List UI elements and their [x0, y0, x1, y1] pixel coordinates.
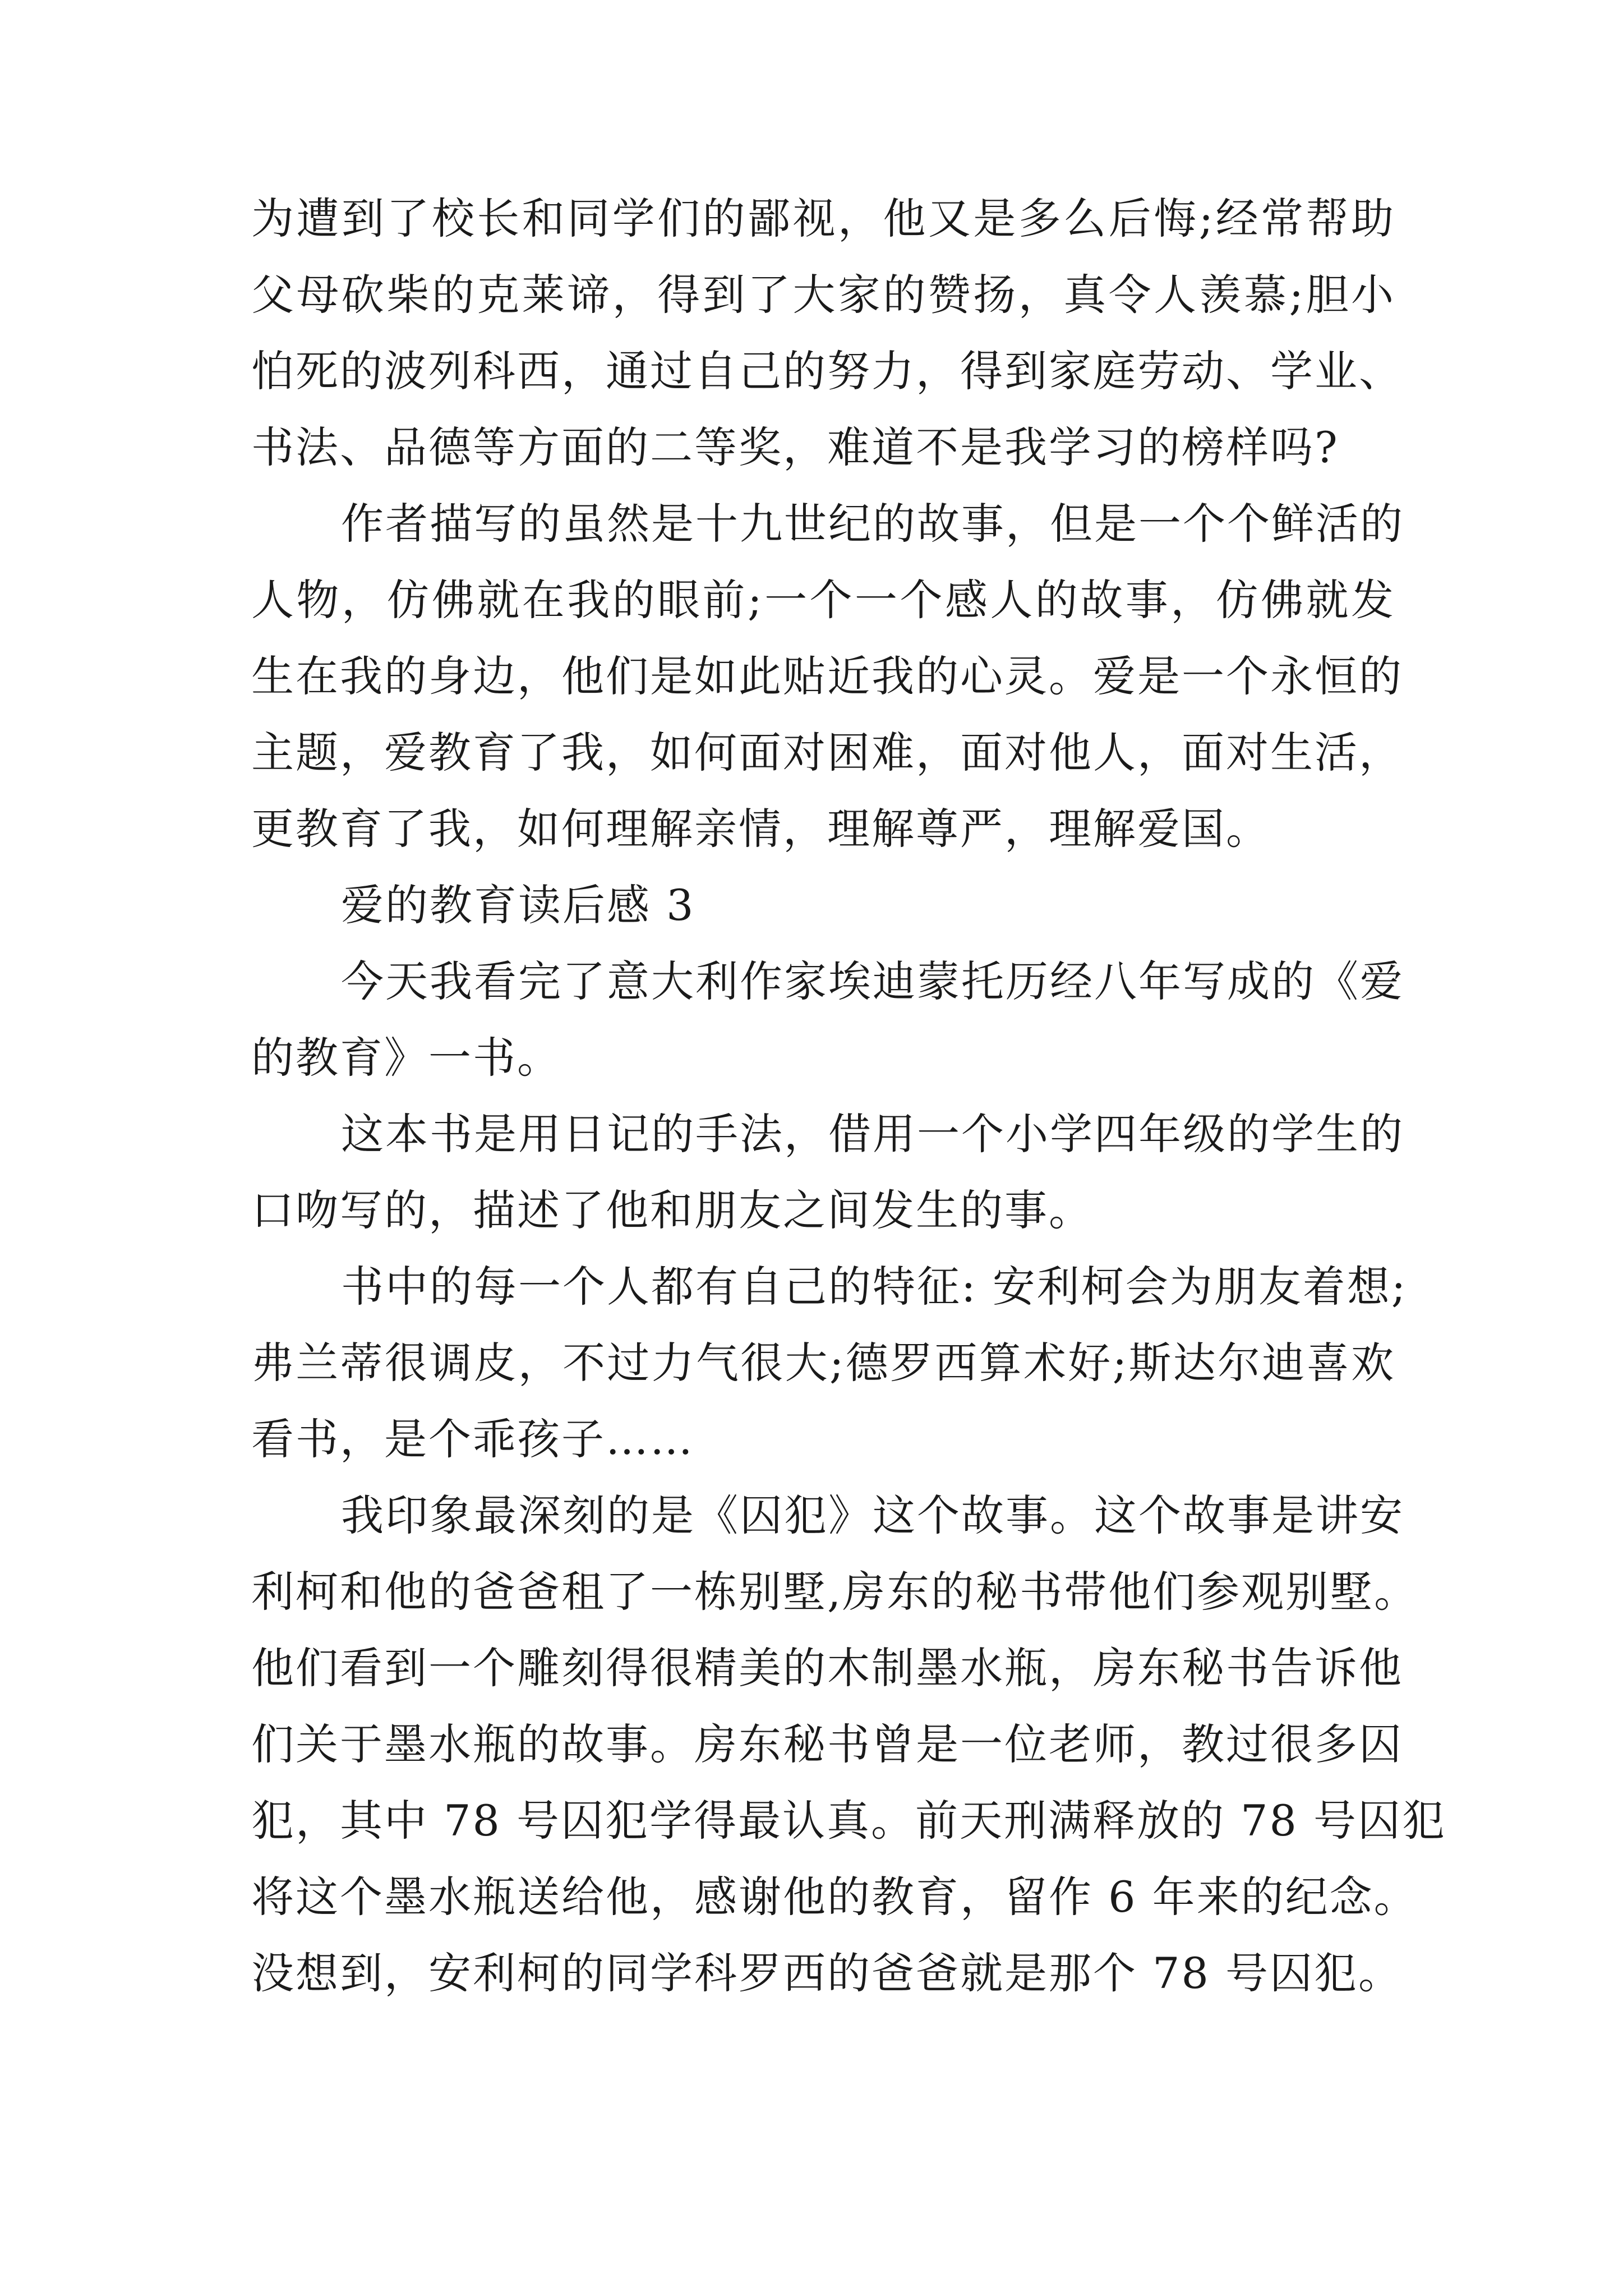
text-line: 生在我的身边，他们是如此贴近我的心灵。爱是一个永恒的	[251, 651, 1403, 701]
text-line: 弗兰蒂很调皮，不过力气很大;德罗西算术好;斯达尔迪喜欢	[251, 1338, 1395, 1388]
body-text	[251, 181, 1447, 2012]
text-line: 他们看到一个雕刻得很精美的木制墨水瓶，房东秘书告诉他	[251, 1643, 1403, 1693]
text-line: 人物，仿佛就在我的眼前;一个一个感人的故事，仿佛就发	[251, 575, 1395, 625]
text-line: 更教育了我，如何理解亲情，理解尊严，理解爱国。	[251, 804, 1270, 854]
text-line: 的教育》一书。	[251, 1033, 561, 1083]
paragraph-start-line: 作者描写的虽然是十九世纪的故事，但是一个个鲜活的	[341, 499, 1404, 549]
text-line: 利柯和他的爸爸租了一栋别墅,房东的秘书带他们参观别墅。	[251, 1567, 1419, 1617]
text-line: 父母砍柴的克莱谛，得到了大家的赞扬，真令人羡慕;胆小	[251, 270, 1395, 320]
text-line: 将这个墨水瓶送给他，感谢他的教育，留作 6 年来的纪念。	[251, 1872, 1418, 1922]
text-line: 口吻写的，描述了他和朋友之间发生的事。	[251, 1185, 1093, 1235]
text-line: 怕死的波列科西，通过自己的努力，得到家庭劳动、学业、	[251, 346, 1403, 396]
section-heading: 爱的教育读后感 3	[341, 880, 695, 930]
paragraph-start-line: 这本书是用日记的手法，借用一个小学四年级的学生的	[341, 1109, 1404, 1159]
text-line: 为遭到了校长和同学们的鄙视，他又是多么后悔;经常帮助	[251, 194, 1395, 243]
text-line: 主题，爱教育了我，如何面对困难，面对他人，面对生活，	[251, 728, 1403, 777]
text-line: 们关于墨水瓶的故事。房东秘书曾是一位老师，教过很多囚	[251, 1719, 1403, 1769]
paragraph-start-line: 书中的每一个人都有自己的特征: 安利柯会为朋友着想;	[341, 1262, 1408, 1312]
text-line: 犯，其中 78 号囚犯学得最认真。前天刑满释放的 78 号囚犯	[251, 1796, 1447, 1846]
paragraph-start-line: 我印象最深刻的是《囚犯》这个故事。这个故事是讲安	[341, 1490, 1404, 1540]
text-line: 书法、品德等方面的二等奖，难道不是我学习的榜样吗?	[251, 422, 1339, 472]
text-line: 没想到，安利柯的同学科罗西的爸爸就是那个 78 号囚犯。	[251, 1948, 1403, 1998]
paragraph-start-line: 今天我看完了意大利作家埃迪蒙托历经八年写成的《爱	[341, 956, 1404, 1006]
text-line: 看书，是个乖孩子……	[251, 1414, 694, 1464]
